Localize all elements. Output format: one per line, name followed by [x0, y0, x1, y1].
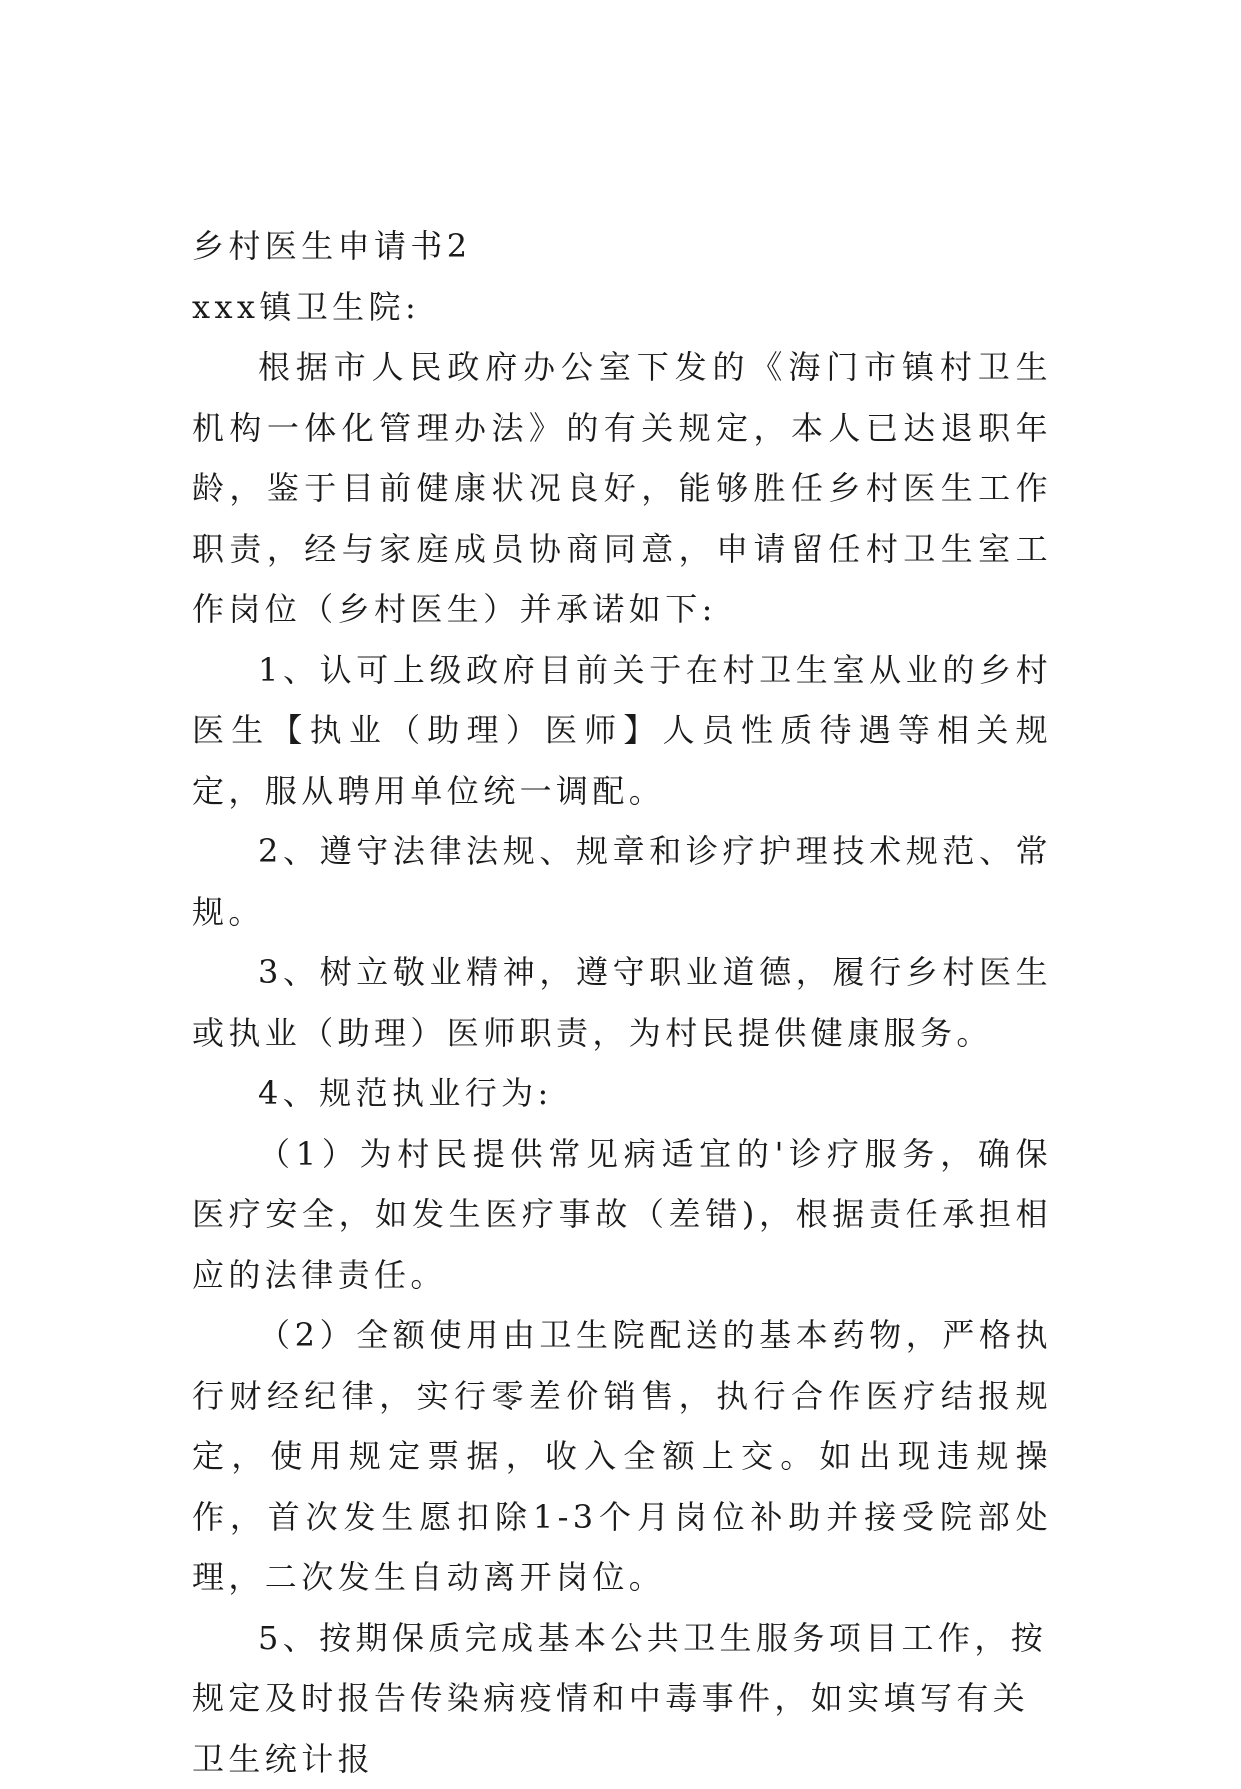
commitment-item-4: 4、规范执业行为: — [192, 1063, 1052, 1124]
document-title: 乡村医生申请书2 — [192, 216, 1052, 277]
commitment-item-1: 1、认可上级政府目前关于在村卫生室从业的乡村医生【执业（助理）医师】人员性质待遇等相关规定，服从聘用单位统一调配。 — [192, 640, 1052, 822]
commitment-item-2: 2、遵守法律法规、规章和诊疗护理技术规范、常规。 — [192, 821, 1052, 942]
intro-paragraph: 根据市人民政府办公室下发的《海门市镇村卫生机构一体化管理办法》的有关规定，本人已达退职年龄，鉴于目前健康状况良好，能够胜任乡村医生工作职责，经与家庭成员协商同意，申请留任村卫生室工作岗位（乡村医生）并承诺如下: — [192, 337, 1052, 640]
document-body — [192, 216, 1052, 1789]
commitment-item-3: 3、树立敬业精神，遵守职业道德，履行乡村医生或执业（助理）医师职责，为村民提供健康服务。 — [192, 942, 1052, 1063]
commitment-item-4-2: （2）全额使用由卫生院配送的基本药物，严格执行财经纪律，实行零差价销售，执行合作医疗结报规定，使用规定票据，收入全额上交。如出现违规操作，首次发生愿扣除1-3个月岗位补助并接受院部处理，二次发生自动离开岗位。 — [192, 1305, 1052, 1608]
commitment-item-4-1: （1）为村民提供常见病适宜的'诊疗服务，确保医疗安全，如发生医疗事故（差错)，根据责任承担相应的法律责任。 — [192, 1124, 1052, 1306]
commitment-item-5: 5、按期保质完成基本公共卫生服务项目工作，按规定及时报告传染病疫情和中毒事件，如实填写有关卫生统计报 — [192, 1608, 1052, 1789]
salutation: xxx镇卫生院: — [192, 277, 1052, 338]
